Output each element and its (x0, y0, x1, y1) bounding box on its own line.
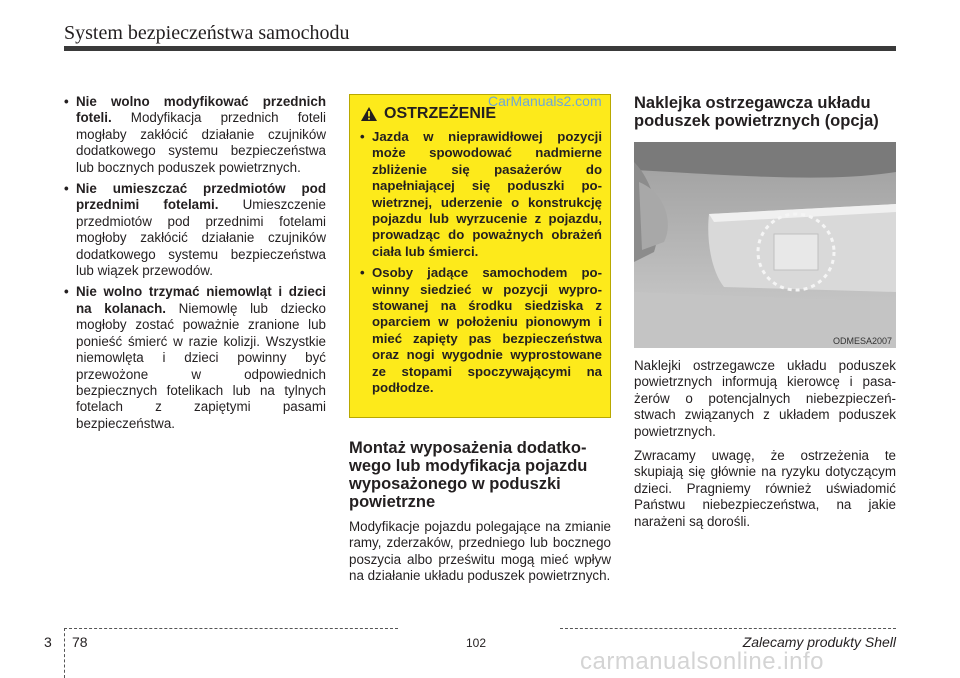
image-code: ODMESA2007 (832, 336, 892, 346)
footer-section-number: 3 (44, 634, 52, 650)
section-label-header (634, 94, 896, 130)
footer-rule-left (64, 628, 398, 629)
airbag-label-photo (634, 142, 896, 348)
page-header-title: System bezpieczeństwa samochodu (64, 22, 350, 44)
footer-rule-right (560, 628, 896, 629)
warning-box (349, 94, 611, 418)
warning-item-text: Jazda w nieprawidłowej pozycji może spowodować nadmierne zbliżenie się pasażerów do napełniającej się poduszki powietrznej, uderzenie o konstrukcję pojazdu lub wyrzucenie z pojazdu, prowadząc do poważnych obrażeń ciała lub śmierci. (372, 129, 602, 259)
footer-center-number: 102 (466, 636, 487, 650)
warning-item-text: Osoby jadące samochodem powinny siedzieć w pozycji wyprostowanej na środku siedziska z oparciem w położeniu pionowym i mieć zapięty pas bezpieczeństwa oraz nogi wygodnie wyprostowane ze stopami spoczywającymi na podłodze. (372, 265, 602, 396)
warning-title: OSTRZEŻENIE (384, 105, 497, 122)
bullet-bold: Nie wolno modyfikować przednich foteli. (76, 94, 326, 126)
bullet-bold: Nie wolno trzymać niemowląt i dzieci na kolanach. (76, 284, 326, 316)
left-column (64, 94, 326, 437)
sun-visor-illustration (634, 142, 896, 348)
bullet-text: Modyfikacja przednich foteli mogłaby zakłócić działanie czujników dodatkowego systemu bezpieczeństwa lub bocznych poduszek powietrznych. (76, 110, 326, 175)
watermark-bottom: carmanualsonline.info (580, 648, 824, 675)
warning-item: • Osoby jadące samochodem powinny siedzieć w pozycji wyprostowanej na środku siedziska z oparciem w położeniu pionowym i mieć zapięty pas bezpieczeństwa oraz nogi wygodnie wyprostowane ze stopami spoczywającymi na podłodze. (360, 265, 602, 396)
bullet-text: Niemowlę lub dziecko mogłoby zostać poważnie zranione lub ponieść śmierć w razie kolizji. Wszystkie niemowlęta i dzieci powinny być przewożone w odpowiednich bezpiecznych fotelikach lub na tylnych fotelach z zapiętymi pasami bezpieczeństwa. (76, 300, 326, 431)
bullet-text: Umieszczenie przedmiotów pod przednimi fotelami mogłoby zakłócić działanie czujników dodatkowego systemu bezpieczeństwa lub wiązek przewodów. (76, 197, 326, 279)
bullet-item: • Nie umieszczać przedmiotów pod przednimi fotelami. Umieszczenie przedmiotów pod przednimi fotelami mogłoby zakłócić działanie czujników dodatkowego systemu bezpieczeństwa lub wiązek przewodów. (64, 181, 326, 279)
section-title: Naklejka ostrzegawcza układu poduszek powietrznych (opcja) (634, 94, 879, 130)
section-para: Naklejki ostrzegawcze układu poduszek powietrznych informują kierowcę i pasażerów o potencjalnych niebezpieczeństwach związanych z układem poduszek powietrznych. (634, 358, 896, 439)
header-rule (64, 46, 896, 51)
section-modification (349, 439, 611, 585)
bullet-bold: Nie umieszczać przedmiotów pod przednimi fotelami. (76, 181, 326, 213)
footer-divider (64, 628, 65, 678)
watermark-top: CarManuals2.com (488, 93, 602, 109)
section-para: Zwracamy uwagę, że ostrzeżenia te skupiają się głównie na ryzyku dotyczącym dzieci. Pragniemy również uświadomić Państwu niebezpieczeństwa, na jakie narażeni są dorośli. (634, 448, 896, 529)
warning-triangle-icon (360, 106, 378, 122)
footer-right-text: Zalecamy produkty Shell (742, 634, 896, 650)
bullet-item: • Nie wolno modyfikować przednich foteli. Modyfikacja przednich foteli mogłaby zakłócić działanie czujników dodatkowego systemu bezpieczeństwa lub bocznych poduszek powietrznych. (64, 94, 326, 175)
bullet-item: • Nie wolno trzymać niemowląt i dzieci na kolanach. Niemowlę lub dziecko mogłoby zostać poważnie zranione lub ponieść śmierć w razie kolizji. Wszystkie niemowlęta i dzieci powinny być przewożone w odpowiednich bezpiecznych fotelikach lub na tylnych fotelach z zapiętymi pasami bezpieczeństwa. (64, 284, 326, 431)
section-title: Montaż wyposażenia dodatkowego lub modyfikacja pojazdu wyposażonego w poduszki powietrzne (349, 439, 588, 511)
section-label-body (634, 358, 896, 530)
section-body: Modyfikacje pojazdu polegające na zmianie ramy, zderzaków, przedniego lub bocznego poszycia albo prześwitu mogą mieć wpływ na działanie układu poduszek powietrznych. (349, 519, 611, 584)
footer-page-number: 78 (72, 634, 88, 650)
warning-item: • Jazda w nieprawidłowej pozycji może spowodować nadmierne zbliżenie się pasażerów do napełniającej się poduszki powietrznej, uderzenie o konstrukcję pojazdu lub wyrzucenie z pojazdu, prowadząc do poważnych obrażeń ciała lub śmierci. (360, 129, 602, 259)
